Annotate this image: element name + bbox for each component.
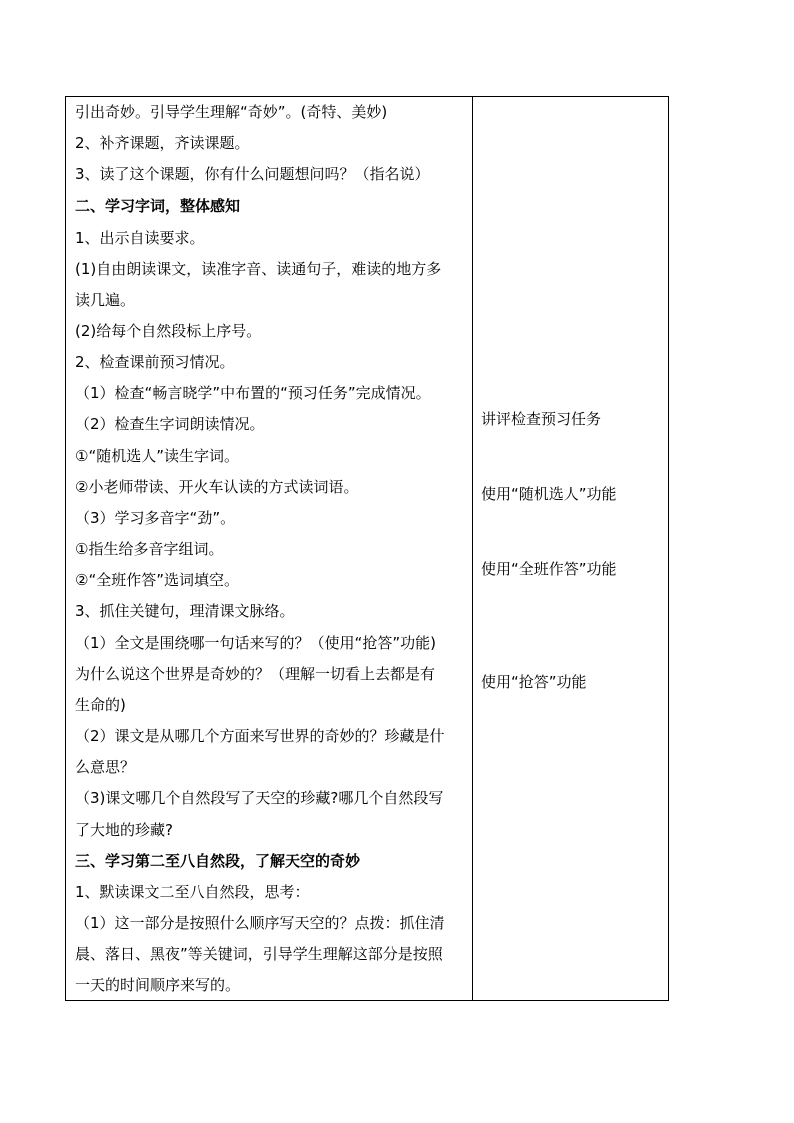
- lesson-line: 1、出示自读要求。: [75, 229, 205, 247]
- lesson-line: ②小老师带读、开火车认读的方式读词语。: [75, 478, 359, 496]
- teaching-note: 讲评检查预习任务: [481, 410, 602, 428]
- lesson-line: 为什么说这个世界是奇妙的？（理解一切看上去都是有: [75, 665, 436, 683]
- column-divider: [472, 96, 473, 1001]
- lesson-line: 引出奇妙。引导学生理解“奇妙”。(奇特、美妙): [75, 103, 388, 121]
- lesson-line: 么意思？: [75, 758, 136, 776]
- lesson-line: （3）学习多音字“劲”。: [75, 509, 236, 527]
- lesson-line: (2)给每个自然段标上序号。: [75, 322, 262, 340]
- lesson-line: 3、读了这个课题，你有什么问题想问吗？（指名说）: [75, 165, 430, 183]
- teaching-note: 使用“抢答”功能: [481, 673, 587, 691]
- lesson-line: （2）检查生字词朗读情况。: [75, 415, 265, 433]
- lesson-line: 1、默读课文二至八自然段，思考：: [75, 883, 310, 901]
- section-heading: 三、学习第二至八自然段，了解天空的奇妙: [75, 852, 361, 870]
- teaching-note: 使用“全班作答”功能: [481, 560, 617, 578]
- lesson-line: 读几遍。: [75, 291, 136, 309]
- lesson-line: ②“全班作答”选词填空。: [75, 571, 239, 589]
- teaching-note: 使用“随机选人”功能: [481, 485, 617, 503]
- lesson-line: 3、抓住关键句，理清课文脉络。: [75, 602, 295, 620]
- lesson-line: 了大地的珍藏?: [75, 821, 173, 839]
- lesson-line: 晨、落日、黑夜”等关键词，引导学生理解这部分是按照: [75, 945, 443, 963]
- lesson-line: 一天的时间顺序来写的。: [75, 976, 241, 994]
- lesson-line: （1）全文是围绕哪一句话来写的？（使用“抢答”功能): [75, 634, 436, 652]
- section-heading: 二、学习字词，整体感知: [75, 197, 241, 215]
- lesson-line: 2、补齐课题，齐读课题。: [75, 134, 250, 152]
- lesson-line: ①指生给多音字组词。: [75, 540, 224, 558]
- lesson-line: （1）这一部分是按照什么顺序写天空的？点拨：抓住清: [75, 914, 445, 932]
- lesson-line: （2）课文是从哪几个方面来写世界的奇妙的？珍藏是什: [75, 727, 445, 745]
- lesson-line: 2、检查课前预习情况。: [75, 353, 235, 371]
- lesson-line: ①“随机选人”读生字词。: [75, 447, 239, 465]
- lesson-line: （1）检查“畅言晓学”中布置的“预习任务”完成情况。: [75, 384, 431, 402]
- lesson-line: （3)课文哪几个自然段写了天空的珍藏?哪几个自然段写: [75, 789, 444, 807]
- lesson-line: 生命的): [75, 696, 126, 714]
- lesson-line: (1)自由朗读课文，读准字音、读通句子，难读的地方多: [75, 260, 442, 278]
